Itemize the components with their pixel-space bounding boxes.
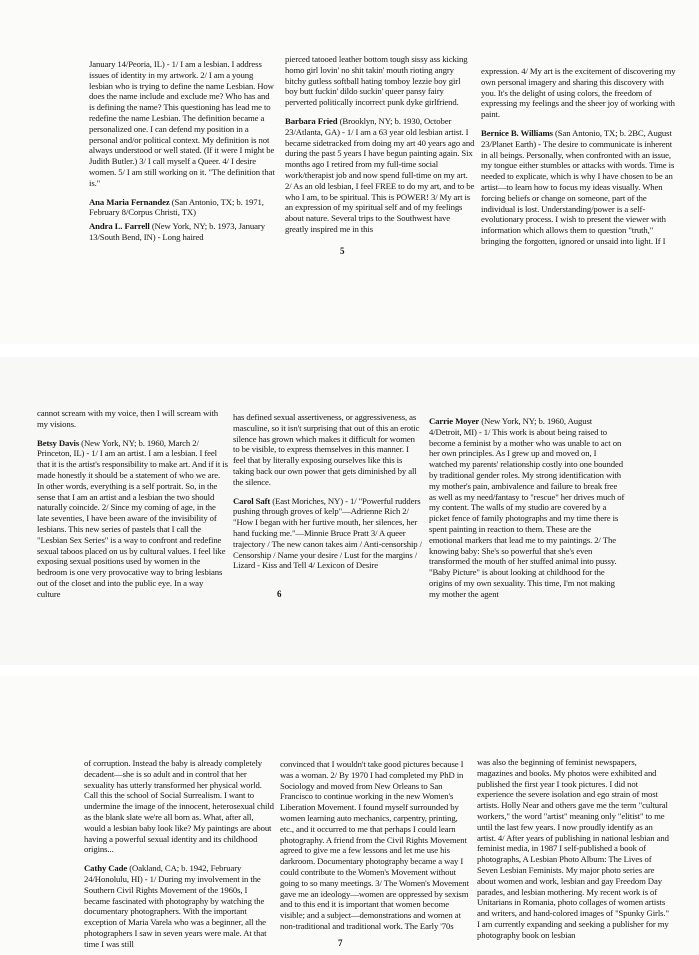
artist-details: (New York, NY; b. 1973, January 13/South Bend, IN) - Long haired [89, 221, 265, 242]
page-number: 6 [277, 589, 282, 599]
artist-details: (San Antonio, TX; b. 2BC, August 23/Planet Earth) - The desire to communicate is inherent in all beings. Personally, when confronted with an issue, my tongue either stumbles or attacks with words. Time is needed to explicate, which is why I have chosen to be an artist—to learn how to focus my ideas visually. When forcing beliefs or change on someone, part of the individual is lost. Understanding/power is a self-evolutionary process. I wish to present the viewer with information which allows them to question "truth," bringing the forgotten, ignored or unsaid into light. If I [481, 127, 675, 246]
artist-entry [285, 116, 475, 235]
artist-name: Andra L. Farrell [89, 221, 150, 232]
text-block: January 14/Peoria, IL) - 1/ I am a lesbian. I address issues of identity in my artwork. 2/ I am a young lesbian who is trying to define the name Lesbian. How does the name include and exclude me? Who has and is defining the name? This questioning has lead me to redefine the name Lesbian. The definition became a personalized one. I can defend my position in a personal and/or political context. My definition is not always understood or well stated. (If it were I might be Judith Butler.) 3/ I call myself a Queer. 4/ I desire women. 5/ I am still working on it. "The definition that is." [89, 59, 275, 188]
artist-name: Bernice B. Williams [481, 127, 553, 138]
text-block: expression. 4/ My art is the excitement of discovering my own personal imagery and sharing this discovery with you. It's the delight of using colors, the freedom of expressing my feelings and the sheer joy of working with paint. [481, 66, 676, 120]
page-7 [0, 676, 699, 955]
page-7-column-1 [84, 758, 274, 949]
artist-entry [89, 221, 276, 243]
page-number: 7 [338, 938, 343, 948]
artist-name: Cathy Cade [84, 863, 128, 874]
page-5 [0, 0, 699, 357]
page-5-column-3 [481, 66, 677, 246]
page-5-column-1 [89, 59, 276, 289]
page-6 [0, 357, 699, 676]
artist-name: Barbara Fried [285, 115, 338, 126]
text-block: has defined sexual assertiveness, or aggressiveness, as masculine, so it isn't surprising that out of this an erotic silence has grown which makes it difficult for women to be visible, to express themselves in this manner. I feel that by literally exposing ourselves like this is taking back our own power that gets diminished by all the silence. [233, 412, 420, 487]
artist-entry [429, 416, 625, 600]
page-7-column-3 [477, 757, 673, 940]
page-5-column-2 [285, 54, 475, 239]
artist-name: Carol Saft [233, 495, 271, 506]
artist-entry [481, 128, 677, 247]
artist-details: (New York, NY; b. 1960, August 4/Detroit, MI) - 1/ This work is about being raised to become a feminist by a mother who was unable to act on her own principles. As I grew up and moved on, I watched my parents' relationship costly into one bounded by traditional gender roles. My strong identification with my mother's pain, ambivalence and failure to break free as well as my need/fantasy to "rescue" her drives much of my content. The walls of my studio are covered by a picket fence of family photographs and my time there is spent painting in reaction to them. These are the emotional markers that lead me to my paintings. 2/ The knowing baby: She's so powerful that she's even transformed the mouth of her stuffed animal into pussy. "Baby Picture" is about looking at childhood for the origins of my own sexuality. This time, I'm not making my mother the agent [429, 416, 625, 599]
page-divider [0, 344, 699, 357]
page-6-column-1 [37, 408, 228, 599]
page-6-column-2 [233, 412, 423, 571]
text-block: pierced tatooed leather bottom tough sissy ass kicking homo girl lovin' no shit takin' mouth rioting angry bitchy gutless softball hating tomboy lezzie boy girl boy butt fuckin' dildo suckin' queer pansy fairy perverted politically incorrect punk dyke girlfriend. [285, 54, 468, 108]
artist-entry [84, 863, 274, 949]
text-block: convinced that I wouldn't take good pictures because I was a woman. 2/ By 1970 I had completed my PhD in Sociology and moved from New Orleans to San Francisco to continue working in the new Women's Liberation Movement. I found myself surrounded by women learning auto mechanics, carpentry, printing, etc., and it occurred to me that perhaps I could learn photography. A friend from the Civil Rights Movement agreed to give me a few lessons and let me use his darkroom. Documentary photography became a way I could contribute to the Women's Movement without going to so many meetings. 3/ The Women's Movement gave me an ideology—women are oppressed by sexism and to this end it is important that women become visible; and a subject—demonstrations and women at non-traditional and traditional work. The Early '70s [280, 759, 469, 931]
text-block: of corruption. Instead the baby is already completely decadent—she is so adult and in control that her sexuality has utterly transformed her physical world. Call this the school of Social Surrealism. I want to undermine the image of the innocent, heterosexual child as the blank slate we're all born as. What, after all, would a lesbian baby look like? My paintings are about having a powerful sexual identity and its childhood origins... [84, 758, 274, 855]
artist-details: (San Antonio, TX; b. 1971, February 8/Corpus Christi, TX) [89, 196, 264, 218]
artist-entry [37, 438, 228, 600]
text-block: was also the beginning of feminist newspapers, magazines and books. My photos were exhibited and published the first year I took pictures. I did not experience the severe isolation and ego strain of most artists. Holly Near and others gave me the term "cultural workers," the word "artist" meaning only "elitist" to me until the last few years. I now proudly identify as an artist. 4/ After years of publishing in national lesbian and feminist media, in 1987 I self-published a book of photographs, A Lesbian Photo Album: The Lives of Seven Lesbian Feminists. My major photo series are about women and work, lesbian and gay Freedom Day parades, and lesbian mothering. My recent work is of Unitarians in Romania, photo collages of women artists and writers, and hand-colored images of "Spunky Girls." I am currently expanding and seeking a publisher for my photography book on lesbian [477, 757, 669, 940]
artist-details: (Oakland, CA; b. 1942, February 24/Honolulu, HI) - 1/ During my involvement in the Southern Civil Rights Movement of the 1960s, I became fascinated with photography by watching the documentary photographers. With the important exception of Maria Varela who was a beginner, all the photographers I saw in seven years were male. At that time I was still [84, 863, 267, 949]
artist-entry [89, 197, 276, 219]
artist-name: Carrie Moyer [429, 416, 480, 426]
artist-details: (Brooklyn, NY; b. 1930, October 23/Atlanta, GA) - 1/ I am a 63 year old lesbian artist. I became sidetracked from doing my art 40 years ago and during the past 5 years I have begun painting again. Six months ago I retired from my full-time social work/therapist job and now spend full-time on my art. 2/ As an old lesbian, I feel FREE to do my art, and to be who I am, to be spiritual. This is POWER! 3/ My art is an expression of my spiritual self and of my feelings about nature. Several trips to the Southwest have greatly inspired me in this [285, 115, 475, 234]
page-6-column-3 [429, 416, 625, 604]
artist-details: (New York, NY; b. 1960, March 2/ Princeton, IL) - 1/ I am an artist. I am a lesbian. I feel that it is the artist's responsibility to make art. And if it is made honestly it should be a statement of who we are. In other words, everything is a self portrait. So, in the sense that I am an artist and a lesbian the two should naturally coincide. 2/ Since my coming of age, in the late seventies, I have been aware of the invisibility of lesbians. This new series of pastels that I call the "Lesbian Sex Series" is a way to confront and redefine sexual taboos placed on us by cultural values. I feel like exposing sexual positions used by women in the bedroom is one very provocative way to bring lesbians out of the closet and into the public eye. In a way culture [37, 437, 228, 599]
artist-entry [233, 496, 423, 572]
page-number: 5 [340, 246, 345, 256]
text-block: cannot scream with my voice, then I will scream with my visions. [37, 408, 219, 429]
artist-name: Ana Maria Fernandez [89, 196, 170, 207]
page-7-column-2 [280, 759, 470, 931]
artist-details: (East Moriches, NY) - 1/ "Powerful rudders pushing through groves of kelp"—Adrienne Rich 2/ "How I began with her furtive mouth, her silences, her hand fucking me."—Minnie Bruce Pratt 3/ A queer trajectory / The new canon takes aim / Anti-censorship / Censorship / Name your desire / Lust for the margins / Lizard - Kiss and Tell 4/ Lexicon of Desire [233, 495, 422, 571]
artist-name: Betsy Davis [37, 437, 80, 448]
